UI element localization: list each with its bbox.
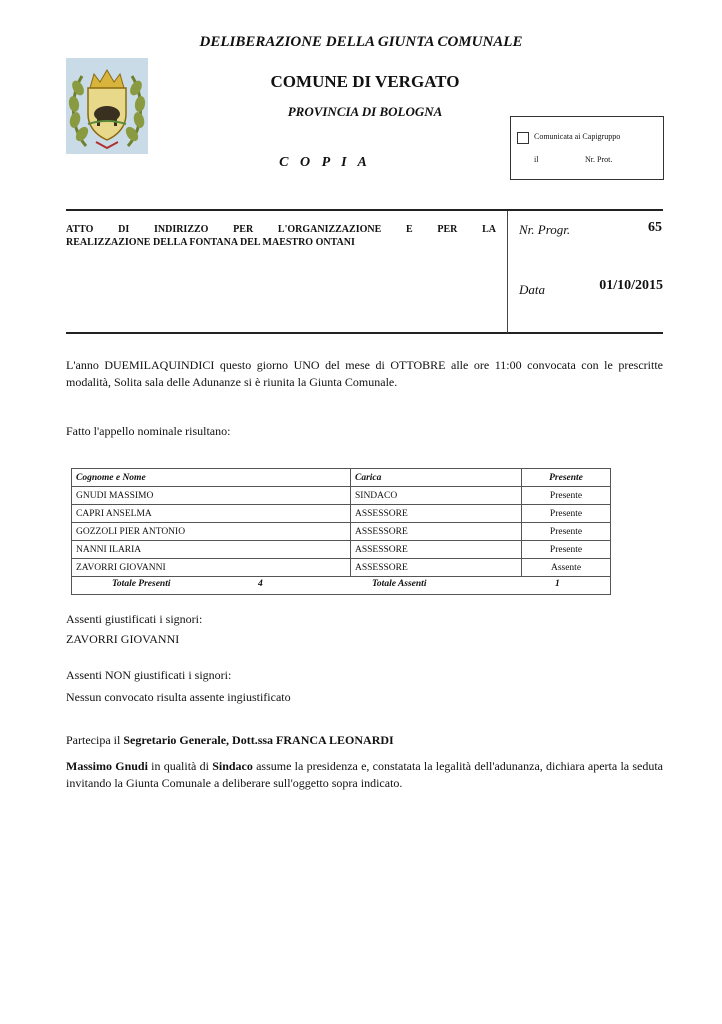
capigruppo-label: Comunicata ai Capigruppo <box>534 132 621 141</box>
member-name: CAPRI ANSELMA <box>72 505 351 523</box>
oggetto-divider <box>507 211 508 333</box>
capigruppo-nr-prot-label: Nr. Prot. <box>585 155 613 164</box>
intro-paragraph: L'anno DUEMILAQUINDICI questo giorno UNO del mese di OTTOBRE alle ore 11:00 convocata con le prescritte modalità, Solita sala delle Adunanze si è riunita la Giunta Comunale. <box>66 358 663 389</box>
oggetto-line-2: REALIZZAZIONE DELLA FONTANA DEL MAESTRO ONTANI <box>66 237 355 248</box>
oggetto-bottom-rule <box>66 332 663 334</box>
totale-assenti-value: 1 <box>555 578 560 589</box>
totale-presenti-value: 4 <box>258 578 263 589</box>
member-role: ASSESSORE <box>351 541 522 559</box>
capigruppo-checkbox[interactable] <box>517 132 529 144</box>
member-role: ASSESSORE <box>351 559 522 577</box>
table-row <box>72 541 611 559</box>
provincia-name: PROVINCIA DI BOLOGNA <box>287 104 443 119</box>
oggetto-top-rule <box>66 209 663 211</box>
sindaco-paragraph <box>66 758 663 792</box>
member-name: GNUDI MASSIMO <box>72 487 351 505</box>
copia-label: C O P I A <box>279 155 371 170</box>
table-row <box>72 487 611 505</box>
nr-progr-label: Nr. Progr. <box>519 222 571 237</box>
appello-text: Fatto l'appello nominale risultano: <box>66 424 231 438</box>
oggetto-text <box>66 223 496 249</box>
data-value: 01/10/2015 <box>599 278 663 293</box>
sindaco-rest-text: assume la presidenza e, constatata la legalità dell'adunanza, dichiara aperta la seduta invitando la Giunta Comunale a deliberare sull'oggetto sopra indicato. <box>66 759 663 790</box>
member-name: ZAVORRI GIOVANNI <box>72 559 351 577</box>
member-status: Presente <box>522 505 611 523</box>
assenti-giustificati-label: Assenti giustificati i signori: <box>66 612 203 626</box>
sindaco-name: Massimo Gnudi <box>66 759 148 773</box>
header-presente: Presente <box>522 469 611 487</box>
comune-name: COMUNE DI VERGATO <box>270 72 460 91</box>
assenti-non-giustificati-text: Nessun convocato risulta assente ingiustificato <box>66 690 291 704</box>
table-header-row <box>72 469 611 487</box>
partecipa-paragraph <box>66 732 663 749</box>
sindaco-role: Sindaco <box>212 759 253 773</box>
member-name: NANNI ILARIA <box>72 541 351 559</box>
segretario-name: Segretario Generale, Dott.ssa FRANCA LEONARDI <box>123 733 394 747</box>
member-role: SINDACO <box>351 487 522 505</box>
member-name: GOZZOLI PIER ANTONIO <box>72 523 351 541</box>
table-row <box>72 523 611 541</box>
member-status: Assente <box>522 559 611 577</box>
oggetto-line-1: ATTO DI INDIRIZZO PER L'ORGANIZZAZIONE E PER LA <box>66 224 496 235</box>
capigruppo-il-label: il <box>534 155 539 164</box>
assenti-giustificati-names: ZAVORRI GIOVANNI <box>66 632 180 646</box>
table-row <box>72 559 611 577</box>
member-status: Presente <box>522 523 611 541</box>
partecipa-prefix: Partecipa il <box>66 733 124 747</box>
sindaco-mid-text: in qualità di <box>147 759 213 773</box>
document-title: DELIBERAZIONE DELLA GIUNTA COMUNALE <box>199 34 523 50</box>
coat-of-arms-logo <box>66 58 148 154</box>
capigruppo-box <box>510 116 664 180</box>
data-label: Data <box>519 282 545 297</box>
totals-row <box>72 577 611 595</box>
member-status: Presente <box>522 541 611 559</box>
attendance-table <box>71 468 611 595</box>
totale-presenti-label: Totale Presenti <box>112 578 171 589</box>
member-status: Presente <box>522 487 611 505</box>
member-role: ASSESSORE <box>351 523 522 541</box>
header-cognome-nome: Cognome e Nome <box>72 469 351 487</box>
table-row <box>72 505 611 523</box>
nr-progr-value: 65 <box>648 220 662 235</box>
header-carica: Carica <box>351 469 522 487</box>
totale-assenti-label: Totale Assenti <box>372 578 427 589</box>
assenti-non-giustificati-label: Assenti NON giustificati i signori: <box>66 668 232 682</box>
member-role: ASSESSORE <box>351 505 522 523</box>
